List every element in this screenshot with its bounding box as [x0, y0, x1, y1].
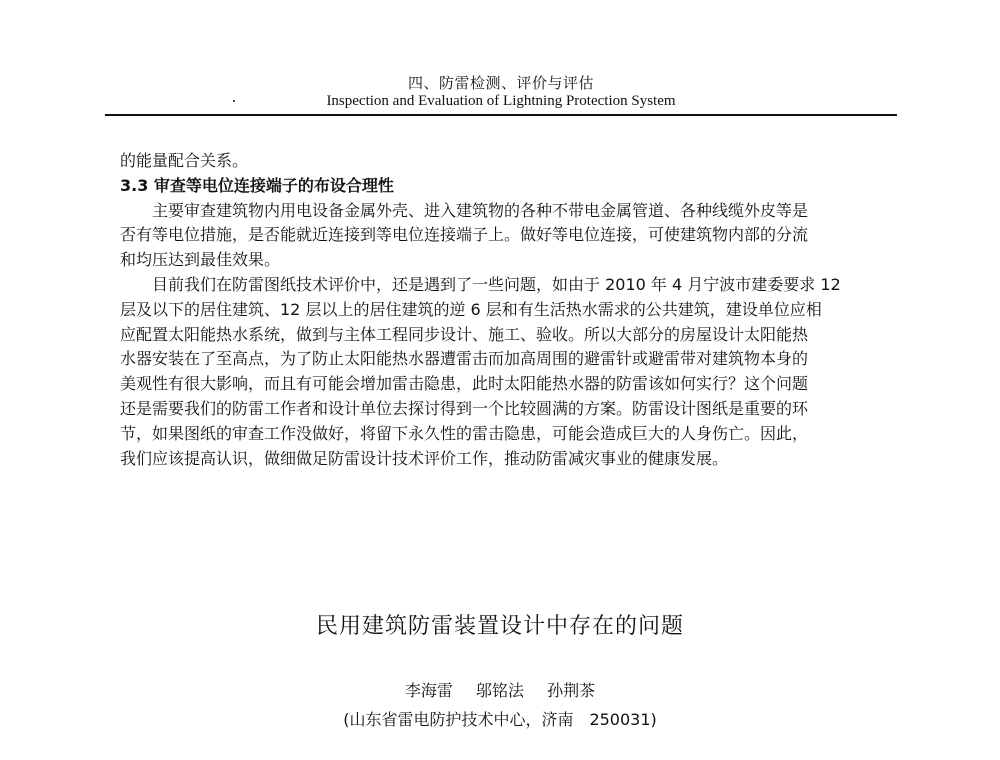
section-heading: 3.3 审查等电位连接端子的布设合理性 [120, 175, 394, 195]
body-line: 否有等电位措施，是否能就近连接到等电位连接端子上。做好等电位连接，可使建筑物内部的分流 [120, 225, 809, 245]
header-rule [105, 114, 897, 116]
body-line: 主要审查建筑物内用电设备金属外壳、进入建筑物的各种不带电金属管道、各种线缆外皮等是 [152, 200, 809, 220]
scan-speck [233, 100, 235, 102]
article-authors: 李海雷 邬铭法 孙荆茶 [404, 681, 596, 700]
body-line: 还是需要我们的防雷工作者和设计单位去探讨得到一个比较圆满的方案。防雷设计图纸是重要的环 [120, 398, 809, 418]
running-header [105, 70, 897, 118]
body-line: 水器安装在了至高点，为了防止太阳能热水器遭雷击而加高周围的避雷针或避雷带对建筑物本身的 [120, 349, 809, 369]
body-line: 层及以下的居住建筑、12 层以上的居住建筑的逆 6 层和有生活热水需求的公共建筑，建设单位应相 [120, 299, 822, 319]
body-text [120, 149, 900, 471]
body-line: 的能量配合关系。 [120, 151, 249, 170]
body-line: 和均压达到最佳效果。 [120, 250, 281, 270]
body-line: 应配置太阳能热水系统，做到与主体工程同步设计、施工、验收。所以大部分的房屋设计太阳能热 [120, 324, 809, 344]
header-section-title-en: Inspection and Evaluation of Lightning Protection System [326, 93, 676, 109]
body-line: 节，如果图纸的审查工作没做好，将留下永久性的雷击隐患，可能会造成巨大的人身伤亡。因此， [120, 423, 809, 443]
header-section-title-cn: 四、防雷检测、评价与评估 [407, 74, 594, 92]
body-line: 我们应该提高认识，做细做足防雷设计技术评价工作，推动防雷减灾事业的健康发展。 [120, 448, 729, 468]
body-line: 美观性有很大影响，而且有可能会增加雷击隐患，此时太阳能热水器的防雷该如何实行？这个问题 [120, 374, 809, 394]
body-line: 目前我们在防雷图纸技术评价中，还是遇到了一些问题，如由于 2010 年 4 月宁波市建委要求 12 [152, 274, 841, 294]
article-affiliation: (山东省雷电防护技术中心，济南 250031) [343, 710, 657, 729]
article-title: 民用建筑防雷装置设计中存在的问题 [315, 614, 684, 639]
